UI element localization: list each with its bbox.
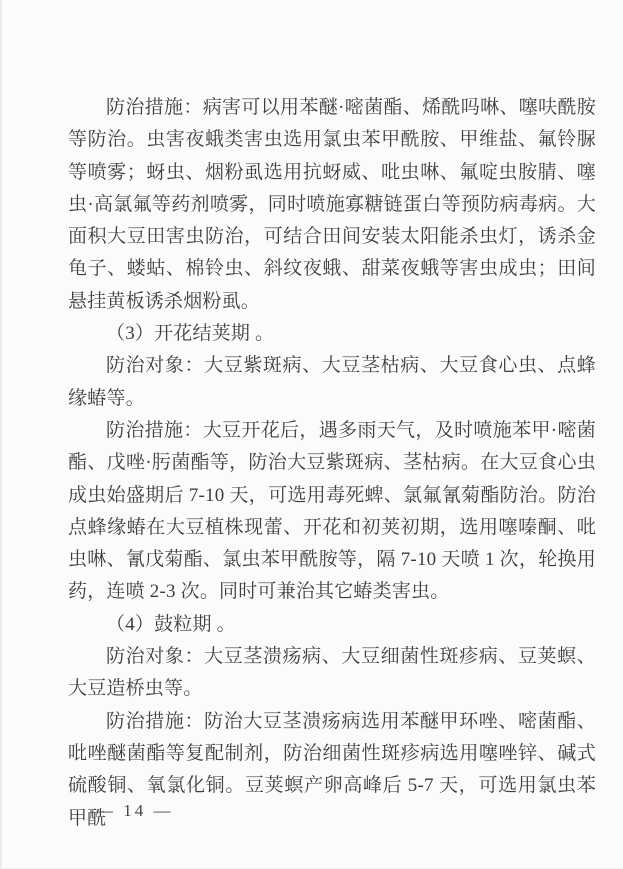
para-control-measures-flowering-podding: 防治措施：大豆开花后，遇多雨天气，及时喷施苯甲·嘧菌酯、戊唑·肟菌酯等，防治大豆紫斑病、茎枯病。在大豆食心虫成虫始盛期后 7-10 天，可选用毒死蜱、氯氟氰菊酯防治。防治点蜂缘蝽在大豆植株现蕾、开花和初荚初期，选用噻嗪酮、吡虫啉、氰戊菊酯、氯虫苯甲酰胺等，隔 7-10 天喷 1 次，轮换用药，连喷 2-3 次。同时可兼治其它蝽类害虫。 (68, 419, 596, 603)
heading-stage-3-flowering-podding: （3）开花结荚期 。 (106, 323, 275, 345)
para-control-measures-grain-filling: 防治措施：防治大豆茎溃疡病选用苯醚甲环唑、嘧菌酯、吡唑醚菌酯等复配制剂，防治细菌性斑疹病选用噻唑锌、碱式硫酸铜、氧氯化铜。豆荚螟产卵高峰后 5-7 天，可选用氯虫苯甲酰 (68, 710, 596, 829)
para-control-measures-previous-stage: 防治措施：病害可以用苯醚·嘧菌酯、烯酰吗啉、噻呋酰胺等防治。虫害夜蛾类害虫选用氯虫苯甲酰胺、甲维盐、氟铃脲等喷雾；蚜虫、烟粉虱选用抗蚜威、吡虫啉、氟啶虫胺腈、噻虫·高氯氟等药剂喷雾，同时喷施寡糖链蛋白等预防病毒病。大面积大豆田害虫防治，可结合田间安装太阳能杀虫灯，诱杀金龟子、蝼蛄、棉铃虫、斜纹夜蛾、甜菜夜蛾等害虫成虫；田间悬挂黄板诱杀烟粉虱。 (68, 97, 596, 312)
heading-stage-4-grain-filling: （4）鼓粒期 。 (106, 613, 236, 635)
para-control-targets-grain-filling: 防治对象：大豆茎溃疡病、大豆细菌性斑疹病、豆荚螟、大豆造桥虫等。 (68, 646, 596, 700)
page-number: — 14 — (96, 801, 174, 820)
para-control-targets-flowering-podding: 防治对象：大豆紫斑病、大豆茎枯病、大豆食心虫、点蜂缘蝽等。 (68, 355, 596, 409)
document-body (68, 92, 596, 835)
